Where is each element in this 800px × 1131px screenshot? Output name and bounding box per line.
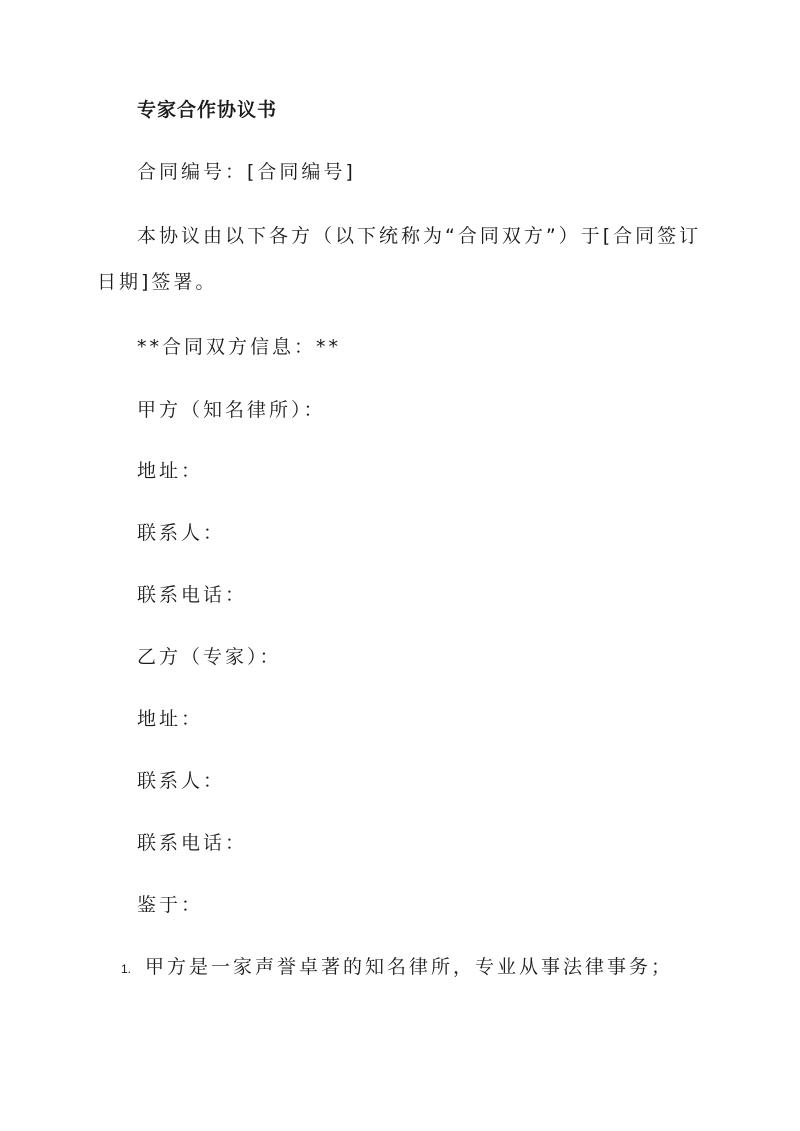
party-a-phone: 联系电话： [137,584,248,606]
list-item-number: 1. [121,962,132,976]
party-b-address: 地址： [137,708,204,730]
contract-number: 合同编号：[合同编号] [137,161,356,183]
party-a-contact: 联系人： [137,522,226,544]
party-b-contact: 联系人： [137,770,226,792]
intro-paragraph-line-1: 本协议由以下各方（以下统称为“合同双方”）于[合同签订 [137,225,702,247]
party-b-label: 乙方（专家）： [137,646,282,668]
party-a-address: 地址： [137,460,204,482]
parties-heading: **合同双方信息：** [137,336,342,358]
whereas-heading: 鉴于： [137,894,204,916]
party-a-label: 甲方（知名律所）： [137,399,326,421]
party-b-phone: 联系电话： [137,832,248,854]
list-item-text: 甲方是一家声誉卓著的知名律所，专业从事法律事务； [145,956,674,978]
intro-paragraph-line-2: 日期]签署。 [97,271,218,293]
document-title: 专家合作协议书 [137,99,278,121]
